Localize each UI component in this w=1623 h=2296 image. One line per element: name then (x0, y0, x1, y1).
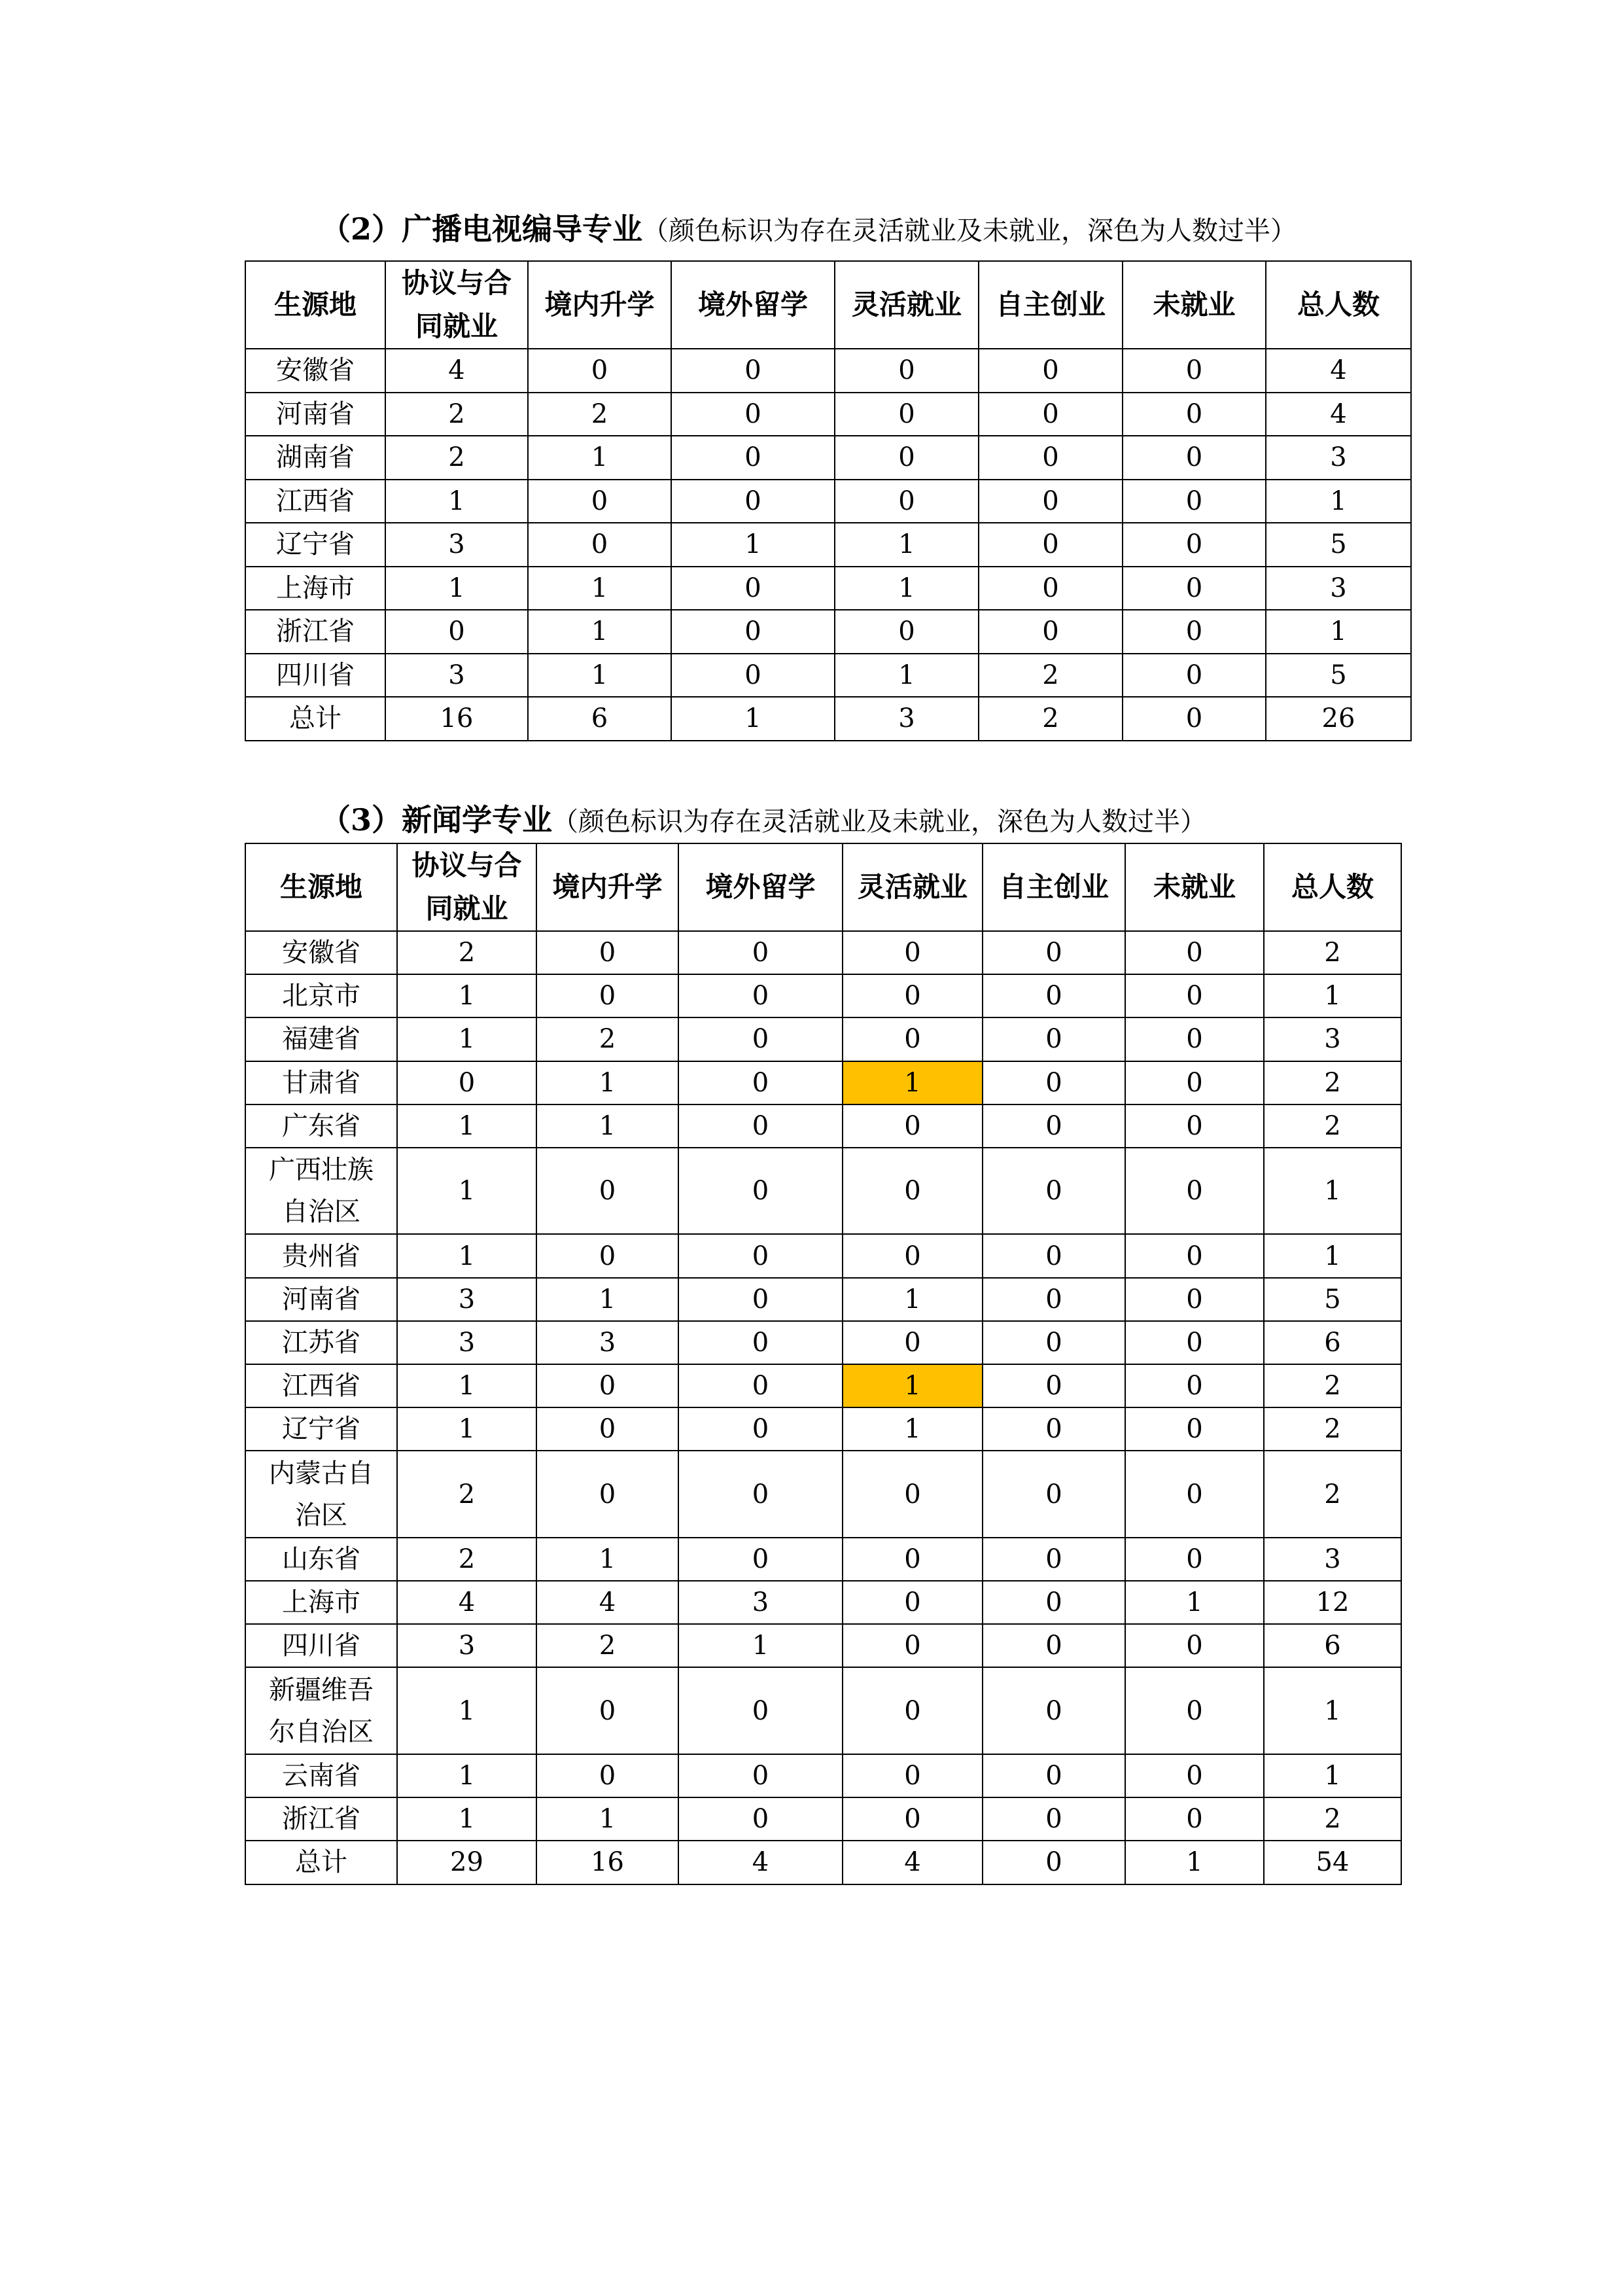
table-row (245, 1538, 1401, 1581)
cell-flexible-employment: 0 (843, 1797, 983, 1841)
header-origin: 生源地 (245, 843, 397, 931)
cell-overseas-study: 0 (678, 931, 843, 974)
cell-origin: 广西壮族自治区 (245, 1148, 397, 1235)
cell-origin: 山东省 (245, 1538, 397, 1581)
table-row (245, 480, 1411, 523)
cell-total: 6 (1264, 1321, 1401, 1364)
table-row (245, 1061, 1401, 1104)
table-row (245, 1581, 1401, 1624)
cell-origin: 浙江省 (245, 610, 385, 654)
cell-self-employment: 0 (983, 974, 1125, 1017)
cell-overseas-study: 0 (678, 1017, 843, 1061)
cell-contract-employment: 1 (397, 1017, 536, 1061)
cell-total: 5 (1264, 1278, 1401, 1321)
cell-unemployed: 0 (1125, 1234, 1264, 1277)
cell-unemployed: 0 (1125, 1797, 1264, 1841)
cell-self-employment: 0 (979, 393, 1123, 436)
cell-self-employment: 0 (983, 1278, 1125, 1321)
cell-contract-employment: 1 (397, 1364, 536, 1407)
cell-unemployed: 0 (1125, 931, 1264, 974)
cell-origin: 总计 (245, 1841, 397, 1884)
cell-origin: 甘肃省 (245, 1061, 397, 1104)
cell-contract-employment: 1 (397, 1104, 536, 1148)
cell-overseas-study: 1 (671, 697, 835, 741)
header-unemployed: 未就业 (1123, 261, 1266, 349)
cell-total: 54 (1264, 1841, 1401, 1884)
cell-domestic-study: 2 (528, 393, 671, 436)
cell-unemployed: 0 (1125, 1061, 1264, 1104)
cell-origin: 总计 (245, 697, 385, 741)
cell-total: 5 (1266, 654, 1411, 698)
cell-unemployed: 0 (1123, 697, 1266, 741)
cell-self-employment: 0 (979, 523, 1123, 567)
cell-overseas-study: 0 (678, 1407, 843, 1451)
cell-domestic-study: 16 (536, 1841, 678, 1884)
cell-flexible-employment: 1 (835, 567, 979, 610)
cell-overseas-study: 0 (678, 1364, 843, 1407)
cell-self-employment: 0 (983, 1234, 1125, 1277)
table-row (245, 610, 1411, 654)
cell-overseas-study: 0 (678, 1061, 843, 1104)
cell-overseas-study: 0 (678, 1797, 843, 1841)
table-row (245, 567, 1411, 610)
section-2-heading: （2）广播电视编导专业 (321, 211, 643, 247)
cell-total: 2 (1264, 1364, 1401, 1407)
cell-total: 3 (1264, 1017, 1401, 1061)
cell-self-employment: 0 (983, 1667, 1125, 1754)
cell-domestic-study: 0 (536, 974, 678, 1017)
cell-domestic-study: 0 (528, 523, 671, 567)
header-total: 总人数 (1264, 843, 1401, 931)
cell-contract-employment: 0 (385, 610, 528, 654)
cell-domestic-study: 1 (528, 436, 671, 480)
cell-origin: 江西省 (245, 1364, 397, 1407)
cell-origin: 江西省 (245, 480, 385, 523)
cell-flexible-employment: 0 (843, 1017, 983, 1061)
cell-origin: 安徽省 (245, 931, 397, 974)
cell-flexible-employment: 0 (843, 1104, 983, 1148)
header-flexible-employment: 灵活就业 (835, 261, 979, 349)
cell-contract-employment: 1 (385, 480, 528, 523)
table-row (245, 393, 1411, 436)
cell-domestic-study: 1 (528, 610, 671, 654)
cell-unemployed: 0 (1123, 480, 1266, 523)
table-row (245, 1278, 1401, 1321)
cell-origin: 四川省 (245, 1624, 397, 1667)
table-row (245, 974, 1401, 1017)
cell-total: 2 (1264, 1407, 1401, 1451)
cell-flexible-employment: 0 (843, 931, 983, 974)
header-domestic-study: 境内升学 (528, 261, 671, 349)
cell-self-employment: 0 (983, 1407, 1125, 1451)
table-row (245, 1667, 1401, 1754)
cell-domestic-study: 0 (536, 1754, 678, 1797)
cell-flexible-employment: 0 (835, 610, 979, 654)
cell-unemployed: 0 (1125, 1407, 1264, 1451)
cell-total: 3 (1266, 567, 1411, 610)
cell-unemployed: 0 (1123, 654, 1266, 698)
cell-origin: 河南省 (245, 393, 385, 436)
cell-unemployed: 0 (1125, 1017, 1264, 1061)
cell-self-employment: 2 (979, 654, 1123, 698)
table-broadcast-tv-directing (245, 260, 1412, 741)
table-row (245, 931, 1401, 974)
cell-flexible-employment: 0 (843, 1451, 983, 1538)
cell-flexible-employment: 1 (843, 1278, 983, 1321)
cell-self-employment: 0 (983, 1538, 1125, 1581)
cell-self-employment: 0 (983, 1321, 1125, 1364)
section-3-heading: （3）新闻学专业 (321, 802, 553, 838)
cell-overseas-study: 0 (678, 1278, 843, 1321)
cell-flexible-employment: 1 (835, 523, 979, 567)
cell-origin: 福建省 (245, 1017, 397, 1061)
cell-overseas-study: 0 (678, 1667, 843, 1754)
cell-overseas-study: 0 (671, 654, 835, 698)
cell-flexible-employment: 0 (835, 436, 979, 480)
cell-self-employment: 0 (983, 1148, 1125, 1235)
table-row (245, 1104, 1401, 1148)
cell-contract-employment: 3 (385, 523, 528, 567)
table-row (245, 436, 1411, 480)
cell-overseas-study: 0 (671, 567, 835, 610)
cell-domestic-study: 3 (536, 1321, 678, 1364)
total-row (245, 1841, 1401, 1884)
cell-total: 1 (1264, 1754, 1401, 1797)
cell-overseas-study: 0 (671, 610, 835, 654)
cell-contract-employment: 4 (385, 349, 528, 393)
cell-unemployed: 0 (1123, 393, 1266, 436)
cell-self-employment: 0 (983, 1104, 1125, 1148)
cell-origin: 浙江省 (245, 1797, 397, 1841)
cell-overseas-study: 0 (671, 393, 835, 436)
cell-contract-employment: 1 (397, 974, 536, 1017)
cell-contract-employment: 4 (397, 1581, 536, 1624)
cell-origin: 四川省 (245, 654, 385, 698)
cell-domestic-study: 2 (536, 1624, 678, 1667)
cell-origin: 江苏省 (245, 1321, 397, 1364)
cell-domestic-study: 0 (536, 1667, 678, 1754)
cell-overseas-study: 1 (678, 1624, 843, 1667)
header-flexible-employment: 灵活就业 (843, 843, 983, 931)
cell-domestic-study: 1 (536, 1061, 678, 1104)
cell-contract-employment: 1 (397, 1797, 536, 1841)
cell-self-employment: 0 (983, 1797, 1125, 1841)
header-overseas-study: 境外留学 (671, 261, 835, 349)
cell-unemployed: 0 (1125, 1451, 1264, 1538)
cell-unemployed: 0 (1123, 610, 1266, 654)
cell-contract-employment: 1 (397, 1234, 536, 1277)
table-header-row (245, 843, 1401, 931)
cell-total: 1 (1264, 1234, 1401, 1277)
cell-flexible-employment: 1 (843, 1407, 983, 1451)
header-domestic-study: 境内升学 (536, 843, 678, 931)
cell-total: 5 (1266, 523, 1411, 567)
cell-contract-employment: 3 (397, 1278, 536, 1321)
cell-contract-employment: 0 (397, 1061, 536, 1104)
cell-flexible-employment: 0 (835, 393, 979, 436)
cell-flexible-employment: 0 (843, 974, 983, 1017)
table-row (245, 1321, 1401, 1364)
cell-total: 1 (1266, 610, 1411, 654)
cell-domestic-study: 0 (536, 1364, 678, 1407)
cell-domestic-study: 0 (528, 349, 671, 393)
header-total: 总人数 (1266, 261, 1411, 349)
cell-flexible-employment: 0 (843, 1667, 983, 1754)
cell-total: 1 (1264, 1148, 1401, 1235)
table-row (245, 1017, 1401, 1061)
cell-domestic-study: 0 (536, 1407, 678, 1451)
header-unemployed: 未就业 (1125, 843, 1264, 931)
cell-origin: 湖南省 (245, 436, 385, 480)
cell-self-employment: 0 (979, 349, 1123, 393)
cell-contract-employment: 1 (385, 567, 528, 610)
table-row (245, 1624, 1401, 1667)
cell-unemployed: 0 (1125, 1364, 1264, 1407)
cell-unemployed: 0 (1123, 523, 1266, 567)
cell-unemployed: 0 (1125, 1278, 1264, 1321)
cell-contract-employment: 3 (397, 1624, 536, 1667)
cell-overseas-study: 0 (671, 436, 835, 480)
cell-flexible-employment: 0 (835, 480, 979, 523)
cell-origin: 新疆维吾尔自治区 (245, 1667, 397, 1754)
cell-contract-employment: 2 (385, 393, 528, 436)
section-3-note: （颜色标识为存在灵活就业及未就业，深色为人数过半） (552, 807, 1207, 837)
header-self-employment: 自主创业 (983, 843, 1125, 931)
table-row (245, 1797, 1401, 1841)
cell-overseas-study: 0 (678, 1754, 843, 1797)
cell-total: 12 (1264, 1581, 1401, 1624)
cell-origin: 安徽省 (245, 349, 385, 393)
cell-overseas-study: 0 (678, 1104, 843, 1148)
cell-unemployed: 0 (1125, 974, 1264, 1017)
cell-overseas-study: 0 (678, 1234, 843, 1277)
cell-total: 1 (1266, 480, 1411, 523)
cell-domestic-study: 1 (528, 567, 671, 610)
cell-total: 2 (1264, 1797, 1401, 1841)
cell-contract-employment: 2 (397, 931, 536, 974)
cell-origin: 辽宁省 (245, 523, 385, 567)
cell-contract-employment: 1 (397, 1667, 536, 1754)
cell-flexible-employment: 0 (843, 1148, 983, 1235)
cell-overseas-study: 0 (678, 1451, 843, 1538)
cell-total: 2 (1264, 1061, 1401, 1104)
cell-overseas-study: 0 (678, 1148, 843, 1235)
cell-self-employment: 0 (983, 1841, 1125, 1884)
cell-origin: 内蒙古自治区 (245, 1451, 397, 1538)
cell-total: 2 (1264, 931, 1401, 974)
cell-contract-employment: 2 (397, 1451, 536, 1538)
cell-flexible-employment: 1 (835, 654, 979, 698)
cell-self-employment: 2 (979, 697, 1123, 741)
cell-self-employment: 0 (983, 1624, 1125, 1667)
table-row (245, 1451, 1401, 1538)
header-contract-employment: 协议与合同就业 (397, 843, 536, 931)
cell-domestic-study: 1 (536, 1538, 678, 1581)
cell-unemployed: 0 (1125, 1754, 1264, 1797)
cell-total: 4 (1266, 393, 1411, 436)
cell-contract-employment: 2 (385, 436, 528, 480)
cell-origin: 广东省 (245, 1104, 397, 1148)
cell-unemployed: 0 (1125, 1538, 1264, 1581)
table-row (245, 654, 1411, 698)
cell-self-employment: 0 (983, 1017, 1125, 1061)
cell-flexible-employment: 4 (843, 1841, 983, 1884)
table-row (245, 1364, 1401, 1407)
total-row (245, 697, 1411, 741)
cell-unemployed: 0 (1123, 349, 1266, 393)
cell-overseas-study: 0 (678, 1321, 843, 1364)
cell-total: 3 (1264, 1538, 1401, 1581)
cell-flexible-employment: 1 (843, 1364, 983, 1407)
table-row (245, 349, 1411, 393)
cell-flexible-employment: 0 (843, 1234, 983, 1277)
cell-contract-employment: 16 (385, 697, 528, 741)
table-header-row (245, 261, 1411, 349)
cell-domestic-study: 0 (536, 1234, 678, 1277)
cell-self-employment: 0 (983, 931, 1125, 974)
cell-overseas-study: 0 (678, 1538, 843, 1581)
cell-overseas-study: 0 (671, 480, 835, 523)
cell-unemployed: 0 (1125, 1667, 1264, 1754)
cell-domestic-study: 1 (536, 1104, 678, 1148)
cell-contract-employment: 3 (397, 1321, 536, 1364)
cell-self-employment: 0 (979, 436, 1123, 480)
cell-origin: 北京市 (245, 974, 397, 1017)
table-row (245, 523, 1411, 567)
cell-unemployed: 0 (1125, 1148, 1264, 1235)
cell-flexible-employment: 0 (843, 1321, 983, 1364)
header-contract-employment: 协议与合同就业 (385, 261, 528, 349)
cell-flexible-employment: 0 (843, 1581, 983, 1624)
table-row (245, 1148, 1401, 1235)
cell-total: 3 (1266, 436, 1411, 480)
cell-domestic-study: 4 (536, 1581, 678, 1624)
cell-origin: 云南省 (245, 1754, 397, 1797)
cell-unemployed: 0 (1123, 436, 1266, 480)
cell-contract-employment: 1 (397, 1754, 536, 1797)
cell-origin: 贵州省 (245, 1234, 397, 1277)
cell-unemployed: 0 (1123, 567, 1266, 610)
header-self-employment: 自主创业 (979, 261, 1123, 349)
cell-origin: 河南省 (245, 1278, 397, 1321)
cell-origin: 辽宁省 (245, 1407, 397, 1451)
cell-total: 2 (1264, 1104, 1401, 1148)
cell-domestic-study: 2 (536, 1017, 678, 1061)
cell-domestic-study: 0 (536, 931, 678, 974)
cell-unemployed: 0 (1125, 1104, 1264, 1148)
cell-contract-employment: 3 (385, 654, 528, 698)
cell-self-employment: 0 (979, 480, 1123, 523)
cell-contract-employment: 1 (397, 1407, 536, 1451)
header-overseas-study: 境外留学 (678, 843, 843, 931)
cell-domestic-study: 1 (528, 654, 671, 698)
cell-unemployed: 1 (1125, 1841, 1264, 1884)
cell-flexible-employment: 1 (843, 1061, 983, 1104)
cell-domestic-study: 0 (536, 1451, 678, 1538)
cell-total: 4 (1266, 349, 1411, 393)
cell-overseas-study: 3 (678, 1581, 843, 1624)
cell-overseas-study: 4 (678, 1841, 843, 1884)
cell-total: 1 (1264, 1667, 1401, 1754)
cell-self-employment: 0 (983, 1364, 1125, 1407)
table-row (245, 1407, 1401, 1451)
section-3-title (321, 802, 1207, 838)
header-origin: 生源地 (245, 261, 385, 349)
cell-contract-employment: 29 (397, 1841, 536, 1884)
cell-total: 1 (1264, 974, 1401, 1017)
cell-overseas-study: 0 (671, 349, 835, 393)
cell-domestic-study: 0 (528, 480, 671, 523)
section-2-title (321, 211, 1297, 247)
cell-origin: 上海市 (245, 1581, 397, 1624)
cell-origin: 上海市 (245, 567, 385, 610)
section-2-note: （颜色标识为存在灵活就业及未就业，深色为人数过半） (642, 216, 1297, 246)
cell-flexible-employment: 3 (835, 697, 979, 741)
cell-unemployed: 1 (1125, 1581, 1264, 1624)
cell-domestic-study: 1 (536, 1278, 678, 1321)
table-row (245, 1234, 1401, 1277)
cell-flexible-employment: 0 (843, 1538, 983, 1581)
cell-overseas-study: 1 (671, 523, 835, 567)
cell-total: 6 (1264, 1624, 1401, 1667)
cell-flexible-employment: 0 (843, 1754, 983, 1797)
cell-self-employment: 0 (983, 1061, 1125, 1104)
cell-flexible-employment: 0 (843, 1624, 983, 1667)
table-journalism (245, 843, 1402, 1885)
cell-total: 2 (1264, 1451, 1401, 1538)
cell-unemployed: 0 (1125, 1321, 1264, 1364)
cell-total: 26 (1266, 697, 1411, 741)
cell-contract-employment: 2 (397, 1538, 536, 1581)
cell-domestic-study: 0 (536, 1148, 678, 1235)
cell-self-employment: 0 (979, 610, 1123, 654)
cell-domestic-study: 6 (528, 697, 671, 741)
cell-domestic-study: 1 (536, 1797, 678, 1841)
cell-self-employment: 0 (983, 1451, 1125, 1538)
table-row (245, 1754, 1401, 1797)
cell-overseas-study: 0 (678, 974, 843, 1017)
cell-self-employment: 0 (979, 567, 1123, 610)
cell-self-employment: 0 (983, 1581, 1125, 1624)
cell-self-employment: 0 (983, 1754, 1125, 1797)
cell-flexible-employment: 0 (835, 349, 979, 393)
cell-contract-employment: 1 (397, 1148, 536, 1235)
cell-unemployed: 0 (1125, 1624, 1264, 1667)
